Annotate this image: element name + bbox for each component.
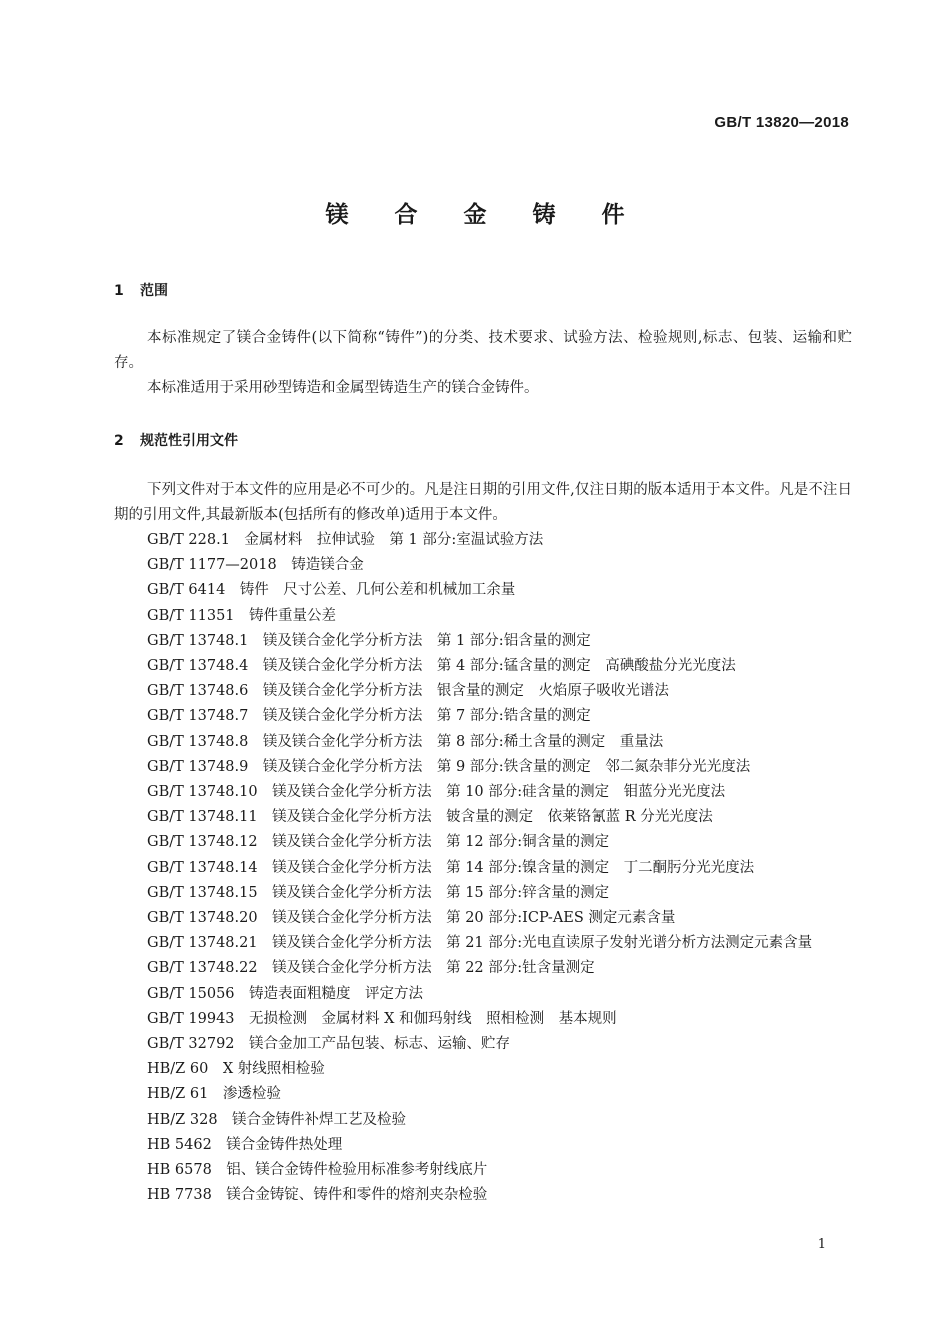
page-number: 1 [817,1237,826,1252]
reference-item: HB 5462 镁合金铸件热处理 [147,1136,343,1153]
reference-item: GB/T 13748.14 镁及镁合金化学分析方法 第 14 部分:镍含量的测定 丁二酮肟分光光度法 [147,859,755,876]
reference-item: GB/T 13748.11 镁及镁合金化学分析方法 铍含量的测定 依莱铬氰蓝 R 分光光度法 [147,809,713,826]
reference-item: HB 7738 镁合金铸锭、铸件和零件的熔剂夹杂检验 [147,1187,488,1204]
reference-item: GB/T 13748.9 镁及镁合金化学分析方法 第 9 部分:铁含量的测定 邻二氮杂菲分光光度法 [147,758,751,775]
reference-item: GB/T 6414 铸件 尺寸公差、几何公差和机械加工余量 [147,582,516,599]
reference-item: GB/T 13748.20 镁及镁合金化学分析方法 第 20 部分:ICP-AES 测定元素含量 [147,910,676,927]
section-title: 规范性引用文件 [140,433,238,449]
standard-number: GB/T 13820—2018 [714,114,849,131]
reference-item: GB/T 1177—2018 铸造镁合金 [147,557,364,574]
reference-item: GB/T 13748.22 镁及镁合金化学分析方法 第 22 部分:钍含量测定 [147,960,595,977]
reference-item: GB/T 15056 铸造表面粗糙度 评定方法 [147,985,424,1002]
reference-item: GB/T 19943 无损检测 金属材料 X 和伽玛射线 照相检测 基本规则 [147,1010,617,1027]
reference-item: GB/T 13748.7 镁及镁合金化学分析方法 第 7 部分:锆含量的测定 [147,708,591,725]
section-title: 范围 [140,283,168,299]
reference-item: GB/T 13748.12 镁及镁合金化学分析方法 第 12 部分:铜含量的测定 [147,834,610,851]
section-number: 2 [114,433,124,449]
section-heading-normative-references [114,430,238,450]
reference-item: HB/Z 60 X 射线照相检验 [147,1061,325,1078]
reference-item: GB/T 13748.4 镁及镁合金化学分析方法 第 4 部分:锰含量的测定 高碘酸盐分光光度法 [147,658,736,675]
reference-item: HB/Z 328 镁合金铸件补焊工艺及检验 [147,1111,407,1128]
reference-item: GB/T 13748.6 镁及镁合金化学分析方法 银含量的测定 火焰原子吸收光谱法 [147,683,669,700]
section-number: 1 [114,283,124,299]
document-title: 镁 合 金 铸 件 [325,202,644,228]
scope-paragraph-2: 本标准适用于采用砂型铸造和金属型铸造生产的镁合金铸件。 [147,380,539,396]
section-heading-scope [114,280,168,300]
reference-item: GB/T 13748.15 镁及镁合金化学分析方法 第 15 部分:锌含量的测定 [147,884,610,901]
reference-item: GB/T 11351 铸件重量公差 [147,607,337,624]
reference-item: GB/T 13748.8 镁及镁合金化学分析方法 第 8 部分:稀土含量的测定 重量法 [147,733,664,750]
reference-item: GB/T 13748.10 镁及镁合金化学分析方法 第 10 部分:硅含量的测定 钼蓝分光光度法 [147,784,726,801]
reference-item: GB/T 228.1 金属材料 拉伸试验 第 1 部分:室温试验方法 [147,532,544,548]
reference-item: HB/Z 61 渗透检验 [147,1086,281,1103]
reference-item: GB/T 13748.1 镁及镁合金化学分析方法 第 1 部分:铝含量的测定 [147,632,591,649]
reference-item: GB/T 13748.21 镁及镁合金化学分析方法 第 21 部分:光电直读原子发射光谱分析方法测定元素含量 [147,935,813,952]
reference-item: HB 6578 铝、镁合金铸件检验用标准参考射线底片 [147,1162,488,1179]
reference-list [114,528,852,1208]
scope-paragraph-1: 本标准规定了镁合金铸件(以下简称“铸件”)的分类、技术要求、试验方法、检验规则,标志、包装、运输和贮存。 [114,330,852,371]
reference-item: GB/T 32792 镁合金加工产品包装、标志、运输、贮存 [147,1036,511,1053]
references-intro-paragraph: 下列文件对于本文件的应用是必不可少的。凡是注日期的引用文件,仅注日期的版本适用于本文件。凡是不注日期的引用文件,其最新版本(包括所有的修改单)适用于本文件。 [114,482,852,523]
